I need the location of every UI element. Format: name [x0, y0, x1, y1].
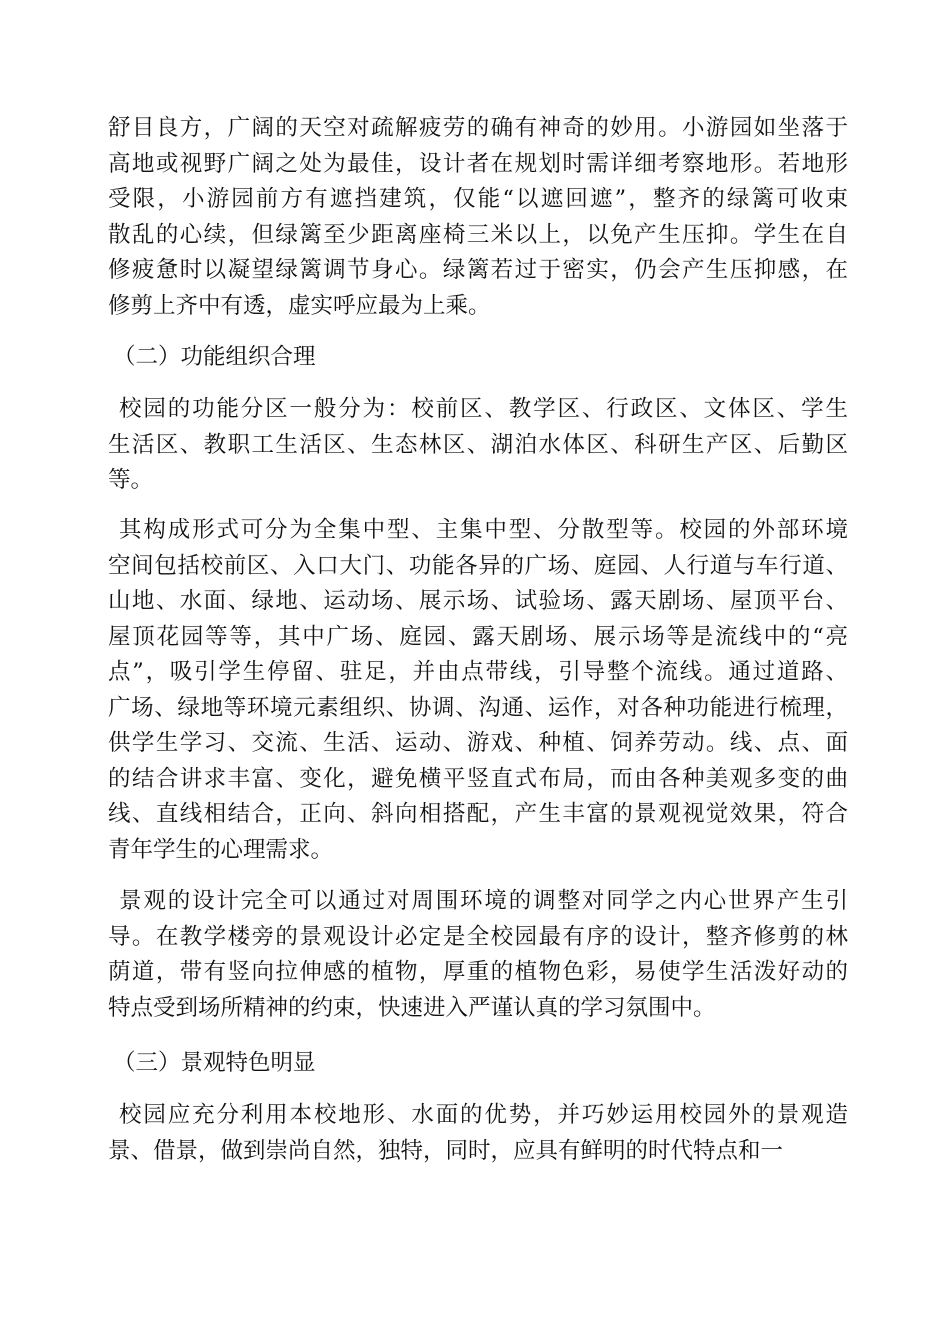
- paragraph-functional-zones-cont: [108, 428, 848, 499]
- paragraph-composition-cont: [108, 549, 848, 869]
- paragraph-landscape-features-cont: [108, 1134, 848, 1170]
- paragraph-continued: [108, 111, 848, 324]
- text-line: 屋顶花园等等，其中广场、庭园、露天剧场、展示场等是流线中的“亮: [108, 623, 848, 650]
- heading-text: （二）功能组织合理: [113, 344, 316, 370]
- text-line: 山地、水面、绿地、运动场、展示场、试验场、露天剧场、屋顶平台、: [108, 588, 848, 614]
- text-line: 空间包括校前区、入口大门、功能各异的广场、庭园、人行道与车行道、: [108, 552, 848, 579]
- paragraph-landscape-design-cont: [108, 920, 848, 1027]
- heading-text: （三）景观特色明显: [113, 1050, 316, 1076]
- text-line: 校园应充分利用本校地形、水面的优势，并巧妙运用校园外的景观造: [119, 1102, 848, 1128]
- text-line: 舒目良方，广阔的天空对疏解疲劳的确有神奇的妙用。小游园如坐落于: [108, 115, 848, 141]
- paragraph-landscape-features: [119, 1098, 848, 1134]
- text-line: 等。: [108, 467, 154, 493]
- text-line: 点”，吸引学生停留、驻足，并由点带线，引导整个流线。通过道路、: [108, 659, 848, 685]
- text-line: 高地或视野广阔之处为最佳，设计者在规划时需详细考察地形。若地形: [108, 150, 848, 177]
- text-line: 供学生学习、交流、生活、运动、游戏、种植、饲养劳动。线、点、面: [108, 730, 848, 756]
- text-line: 修疲惫时以凝望绿篱调节身心。绿篱若过于密实，仍会产生压抑感，在: [108, 257, 848, 283]
- text-line: 生活区、教职工生活区、生态林区、湖泊水体区、科研生产区、后勤区: [108, 431, 848, 458]
- text-line: 修剪上齐中有透，虚实呼应最为上乘。: [108, 292, 491, 319]
- section-heading-3: [113, 1046, 853, 1082]
- text-line: 景、借景，做到崇尚自然，独特，同时，应具有鲜明的时代特点和一: [108, 1137, 784, 1164]
- text-line: 广场、绿地等环境元素组织、协调、沟通、运作，对各种功能进行梳理，: [108, 694, 848, 721]
- text-line: 荫道，带有竖向拉伸感的植物，厚重的植物色彩，易使学生活泼好动的: [108, 959, 848, 985]
- text-line: 校园的功能分区一般分为：校前区、教学区、行政区、文体区、学生: [119, 396, 848, 422]
- text-line: 景观的设计完全可以通过对周围环境的调整对同学之内心世界产生引: [119, 888, 848, 914]
- text-line: 其构成形式可分为全集中型、主集中型、分散型等。校园的外部环境: [119, 517, 848, 543]
- text-line: 散乱的心续，但绿篱至少距离座椅三米以上，以免产生压抑。学生在自: [108, 221, 848, 248]
- text-line: 受限，小游园前方有遮挡建筑，仅能“以遮回遮”，整齐的绿篱可收束: [108, 186, 848, 212]
- text-line: 导。在教学楼旁的景观设计必定是全校园最有序的设计，整齐修剪的林: [108, 923, 848, 950]
- text-line: 的结合讲求丰富、变化，避免横平竖直式布局，而由各种美观多变的曲: [108, 765, 848, 792]
- paragraph-functional-zones: [119, 392, 848, 428]
- section-heading-2: [113, 340, 853, 376]
- text-line: 线、直线相结合，正向、斜向相搭配，产生丰富的景观视觉效果，符合: [108, 801, 848, 827]
- text-line: 青年学生的心理需求。: [108, 836, 334, 863]
- paragraph-composition: [119, 513, 848, 549]
- paragraph-landscape-design: [119, 884, 848, 920]
- text-line: 特点受到场所精神的约束，快速进入严谨认真的学习氛围中。: [108, 994, 716, 1021]
